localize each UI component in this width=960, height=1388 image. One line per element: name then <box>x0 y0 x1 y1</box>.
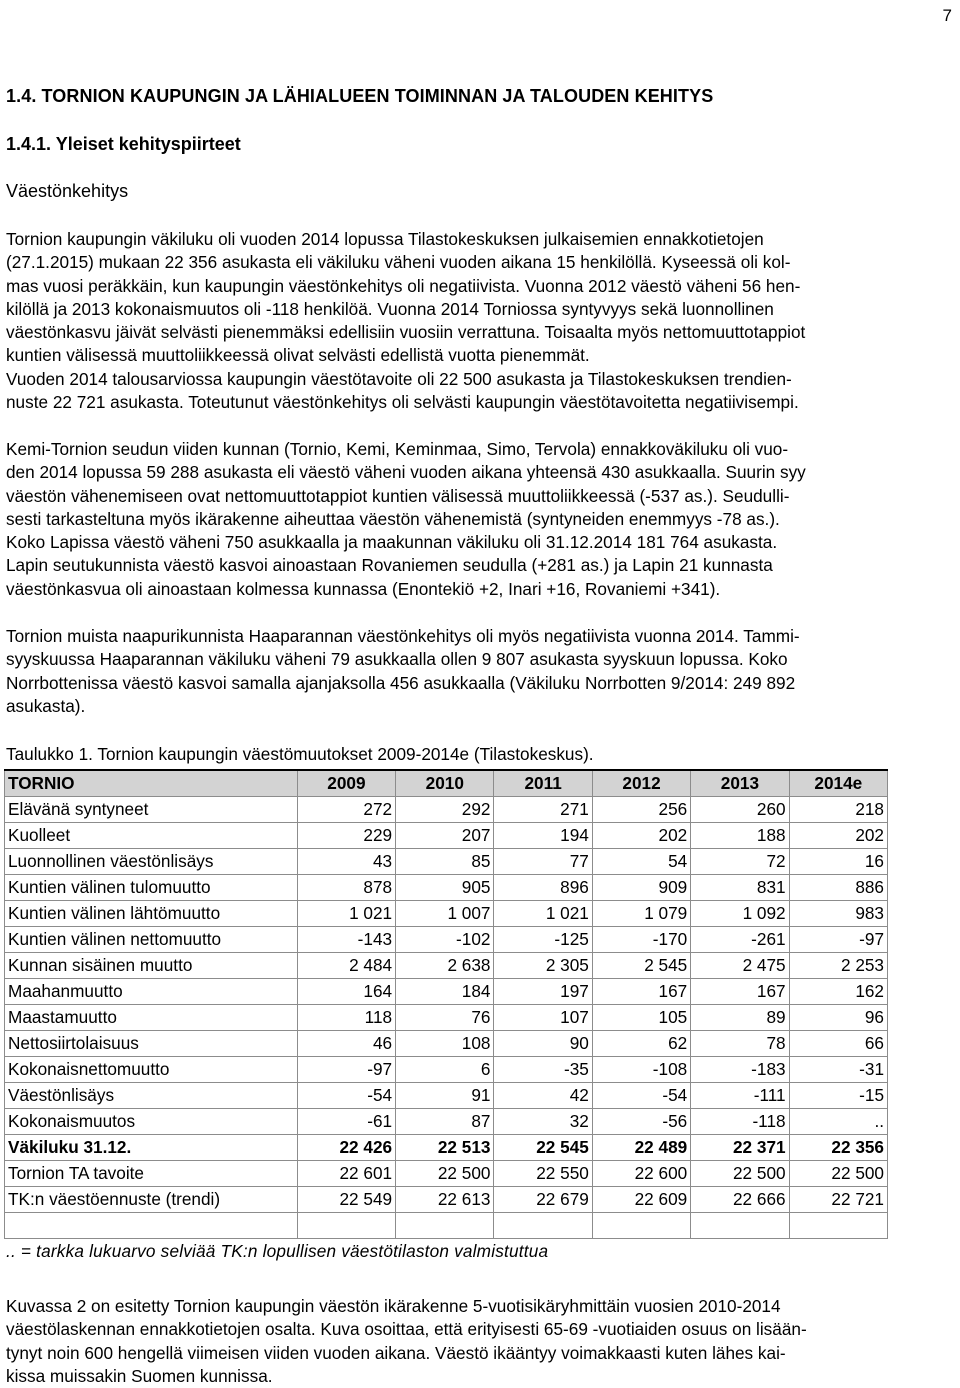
text-line: Kemi-Tornion seudun viiden kunnan (Tornio, Kemi, Keminmaa, Simo, Tervola) ennakkoväkiluku oli vuo- <box>6 439 789 459</box>
row-label: Luonnollinen väestönlisäys <box>5 849 298 875</box>
table-row <box>5 823 888 849</box>
value-cell: 43 <box>297 849 395 875</box>
text-line: kuntien välisessä muuttoliikkeessä olivat selvästi edellistä vuotta pienemmät. <box>6 345 590 366</box>
header-cell: 2011 <box>494 770 592 797</box>
value-cell: 22 500 <box>789 1161 887 1187</box>
text-line: väestön vähenemiseen ovat nettomuuttotappiot kuntien välisessä muuttoliikkeessä (-537 as.). Seudulli- <box>6 485 790 506</box>
value-cell: 188 <box>691 823 789 849</box>
table-row <box>5 1057 888 1083</box>
row-label: Maahanmuutto <box>5 979 298 1005</box>
value-cell: -183 <box>691 1057 789 1083</box>
empty-cell <box>494 1213 592 1239</box>
value-cell: 292 <box>396 797 494 823</box>
value-cell: -35 <box>494 1057 592 1083</box>
value-cell: 271 <box>494 797 592 823</box>
value-cell: 46 <box>297 1031 395 1057</box>
row-label: Kuolleet <box>5 823 298 849</box>
value-cell: 22 549 <box>297 1187 395 1213</box>
value-cell: 6 <box>396 1057 494 1083</box>
table-row <box>5 901 888 927</box>
value-cell: 2 253 <box>789 953 887 979</box>
value-cell: 22 371 <box>691 1135 789 1161</box>
text-line: Vuoden 2014 talousarviossa kaupungin väestötavoite oli 22 500 asukasta ja Tilastokeskuksen trendien- <box>6 368 792 389</box>
value-cell: 167 <box>592 979 690 1005</box>
text-line: kissa muissakin Suomen kunnissa. <box>6 1365 273 1386</box>
header-cell: 2013 <box>691 770 789 797</box>
value-cell: 22 609 <box>592 1187 690 1213</box>
table-row <box>5 1005 888 1031</box>
value-cell: -170 <box>592 927 690 953</box>
value-cell: 91 <box>396 1083 494 1109</box>
text-line: Lapin seutukunnista väestö kasvoi ainoastaan Rovaniemen seudulla (+281 as.) ja Lapin 21 kunnasta <box>6 555 773 576</box>
value-cell: 22 679 <box>494 1187 592 1213</box>
value-cell: 164 <box>297 979 395 1005</box>
row-label: Elävänä syntyneet <box>5 797 298 823</box>
value-cell: 107 <box>494 1005 592 1031</box>
value-cell: 1 007 <box>396 901 494 927</box>
value-cell: 77 <box>494 849 592 875</box>
paragraph-age-structure <box>6 1295 954 1388</box>
value-cell: 105 <box>592 1005 690 1031</box>
value-cell: 16 <box>789 849 887 875</box>
value-cell: 202 <box>789 823 887 849</box>
text-line: tynyt noin 600 hengellä viimeisen viiden vuoden aikana. Väestö ikääntyy voimakkaasti kuten lähes kai- <box>6 1342 786 1363</box>
value-cell: 202 <box>592 823 690 849</box>
value-cell: 218 <box>789 797 887 823</box>
value-cell: -15 <box>789 1083 887 1109</box>
table-spacer-row <box>5 1213 888 1239</box>
value-cell: 22 545 <box>494 1135 592 1161</box>
table-row <box>5 849 888 875</box>
value-cell: -108 <box>592 1057 690 1083</box>
table-row <box>5 1109 888 1135</box>
table-row <box>5 797 888 823</box>
text-line: asukasta). <box>6 695 86 716</box>
value-cell: 2 305 <box>494 953 592 979</box>
value-cell: 905 <box>396 875 494 901</box>
main-heading: 1.4. TORNION KAUPUNGIN JA LÄHIALUEEN TOIMINNAN JA TALOUDEN KEHITYS <box>6 86 714 106</box>
population-table <box>4 769 888 1239</box>
empty-cell <box>691 1213 789 1239</box>
row-label: Kokonaismuutos <box>5 1109 298 1135</box>
value-cell: 72 <box>691 849 789 875</box>
table-row <box>5 1083 888 1109</box>
value-cell: 76 <box>396 1005 494 1031</box>
text-line: Koko Lapissa väestö väheni 750 asukkaalla ja maakunnan väkiluku oli 31.12.2014 181 764 asukasta. <box>6 532 778 553</box>
row-label: Nettosiirtolaisuus <box>5 1031 298 1057</box>
text-line: (27.1.2015) mukaan 22 356 asukasta eli väkiluku väheni vuoden aikana 15 henkilöllä. Kyseessä oli kol- <box>6 252 791 273</box>
value-cell: 22 601 <box>297 1161 395 1187</box>
value-cell: 184 <box>396 979 494 1005</box>
text-line: syyskuussa Haaparannan väkiluku väheni 79 asukkaalla ollen 9 807 asukasta syyskuun lopussa. Koko <box>6 649 788 670</box>
text-line: väestölaskennan ennakkotietojen osalta. Kuva osoittaa, että erityisesti 65-69 -vuotiaiden osuus on lisään- <box>6 1319 807 1340</box>
value-cell: 983 <box>789 901 887 927</box>
value-cell: .. <box>789 1109 887 1135</box>
value-cell: -54 <box>592 1083 690 1109</box>
value-cell: 909 <box>592 875 690 901</box>
value-cell: -118 <box>691 1109 789 1135</box>
value-cell: 96 <box>789 1005 887 1031</box>
header-cell: 2014e <box>789 770 887 797</box>
value-cell: 22 600 <box>592 1161 690 1187</box>
value-cell: 108 <box>396 1031 494 1057</box>
value-cell: 831 <box>691 875 789 901</box>
value-cell: -97 <box>789 927 887 953</box>
header-cell: TORNIO <box>5 770 298 797</box>
value-cell: 2 475 <box>691 953 789 979</box>
value-cell: 2 484 <box>297 953 395 979</box>
text-line: den 2014 lopussa 59 288 asukasta eli väestö väheni vuoden aikana yhteensä 430 asukkaalla. Suurin syy <box>6 462 806 483</box>
value-cell: 207 <box>396 823 494 849</box>
value-cell: 1 079 <box>592 901 690 927</box>
value-cell: 66 <box>789 1031 887 1057</box>
row-label: Kuntien välinen lähtömuutto <box>5 901 298 927</box>
table-row <box>5 953 888 979</box>
table-row <box>5 1135 888 1161</box>
value-cell: 22 513 <box>396 1135 494 1161</box>
table-header-row <box>5 770 888 797</box>
value-cell: -111 <box>691 1083 789 1109</box>
text-line: väestönkasvua oli ainoastaan kolmessa kunnassa (Enontekiö +2, Inari +16, Rovaniemi +341). <box>6 578 721 599</box>
value-cell: 62 <box>592 1031 690 1057</box>
row-label: Kokonaisnettomuutto <box>5 1057 298 1083</box>
value-cell: 32 <box>494 1109 592 1135</box>
text-line: sesti tarkasteltuna myös ikärakenne aiheuttaa väestön vähenemistä (syntyneiden enemmyys -78 as.). <box>6 508 780 529</box>
paragraph-region <box>6 438 954 601</box>
value-cell: 1 021 <box>494 901 592 927</box>
sub-heading: 1.4.1. Yleiset kehityspiirteet <box>6 134 241 154</box>
value-cell: 118 <box>297 1005 395 1031</box>
row-label: Väestönlisäys <box>5 1083 298 1109</box>
header-cell: 2009 <box>297 770 395 797</box>
text-line: mas vuosi peräkkäin, kun kaupungin väestönkehitys oli negatiivista. Vuonna 2012 väestö väheni 56 hen- <box>6 275 801 296</box>
value-cell: 85 <box>396 849 494 875</box>
value-cell: 89 <box>691 1005 789 1031</box>
table-body <box>5 797 888 1239</box>
table-row <box>5 1187 888 1213</box>
text-line: nuste 22 721 asukasta. Toteutunut väestönkehitys oli selvästi kaupungin väestötavoitetta negatiivisempi. <box>6 392 799 413</box>
row-label: Kuntien välinen tulomuutto <box>5 875 298 901</box>
text-line: Norrbottenissa väestö kasvoi samalla ajanjaksolla 456 asukkaalla (Väkiluku Norrbotten 9/2014: 249 892 <box>6 672 796 693</box>
value-cell: 878 <box>297 875 395 901</box>
value-cell: 272 <box>297 797 395 823</box>
header-cell: 2010 <box>396 770 494 797</box>
value-cell: 229 <box>297 823 395 849</box>
row-label: Tornion TA tavoite <box>5 1161 298 1187</box>
text-line: kilöllä ja 2013 kokonaismuutos oli -118 henkilöä. Vuonna 2014 Torniossa syntyvyys sekä luonnollinen <box>6 298 774 319</box>
empty-cell <box>297 1213 395 1239</box>
table-row <box>5 1031 888 1057</box>
value-cell: 22 613 <box>396 1187 494 1213</box>
table-row <box>5 875 888 901</box>
value-cell: 22 721 <box>789 1187 887 1213</box>
text-line: Kuvassa 2 on esitetty Tornion kaupungin väestön ikärakenne 5-vuotisikäryhmittäin vuosien 2010-2014 <box>6 1296 781 1316</box>
value-cell: 2 638 <box>396 953 494 979</box>
value-cell: 886 <box>789 875 887 901</box>
text-line: väestönkasvu jäivät selvästi pienemmäksi edellisiin vuosiin verrattuna. Toisaalta myös nettomuuttotappiot <box>6 322 806 343</box>
value-cell: 162 <box>789 979 887 1005</box>
value-cell: 896 <box>494 875 592 901</box>
table-row <box>5 927 888 953</box>
value-cell: 22 426 <box>297 1135 395 1161</box>
value-cell: 194 <box>494 823 592 849</box>
value-cell: 22 666 <box>691 1187 789 1213</box>
row-label: Väkiluku 31.12. <box>5 1135 298 1161</box>
value-cell: 22 356 <box>789 1135 887 1161</box>
value-cell: 1 092 <box>691 901 789 927</box>
table-caption: Taulukko 1. Tornion kaupungin väestömuutokset 2009-2014e (Tilastokeskus). <box>6 744 594 764</box>
value-cell: -61 <box>297 1109 395 1135</box>
value-cell: -102 <box>396 927 494 953</box>
value-cell: 87 <box>396 1109 494 1135</box>
empty-cell <box>5 1213 298 1239</box>
header-cell: 2012 <box>592 770 690 797</box>
text-line: Tornion kaupungin väkiluku oli vuoden 2014 lopussa Tilastokeskuksen julkaisemien ennakkotietojen <box>6 229 764 249</box>
value-cell: 197 <box>494 979 592 1005</box>
empty-cell <box>592 1213 690 1239</box>
value-cell: 167 <box>691 979 789 1005</box>
value-cell: 260 <box>691 797 789 823</box>
value-cell: 54 <box>592 849 690 875</box>
value-cell: -261 <box>691 927 789 953</box>
value-cell: 42 <box>494 1083 592 1109</box>
value-cell: 22 500 <box>691 1161 789 1187</box>
value-cell: 2 545 <box>592 953 690 979</box>
table-row <box>5 979 888 1005</box>
row-label: Kunnan sisäinen muutto <box>5 953 298 979</box>
empty-cell <box>789 1213 887 1239</box>
page-number: 7 <box>942 6 952 25</box>
value-cell: -54 <box>297 1083 395 1109</box>
value-cell: 90 <box>494 1031 592 1057</box>
value-cell: -56 <box>592 1109 690 1135</box>
paragraph-neighbours <box>6 625 954 718</box>
value-cell: -97 <box>297 1057 395 1083</box>
empty-cell <box>396 1213 494 1239</box>
paragraph-population-tornio <box>6 228 954 414</box>
value-cell: 22 500 <box>396 1161 494 1187</box>
value-cell: 78 <box>691 1031 789 1057</box>
value-cell: 1 021 <box>297 901 395 927</box>
section-heading: Väestönkehitys <box>6 181 129 201</box>
table-row <box>5 1161 888 1187</box>
value-cell: -31 <box>789 1057 887 1083</box>
row-label: TK:n väestöennuste (trendi) <box>5 1187 298 1213</box>
row-label: Maastamuutto <box>5 1005 298 1031</box>
value-cell: 22 550 <box>494 1161 592 1187</box>
value-cell: 22 489 <box>592 1135 690 1161</box>
value-cell: 256 <box>592 797 690 823</box>
table-note: .. = tarkka lukuarvo selviää TK:n lopullisen väestötilaston valmistuttua <box>6 1241 549 1261</box>
value-cell: -125 <box>494 927 592 953</box>
text-line: Tornion muista naapurikunnista Haaparannan väestönkehitys oli myös negatiivista vuonna 2014. Tammi- <box>6 626 800 646</box>
row-label: Kuntien välinen nettomuutto <box>5 927 298 953</box>
value-cell: -143 <box>297 927 395 953</box>
